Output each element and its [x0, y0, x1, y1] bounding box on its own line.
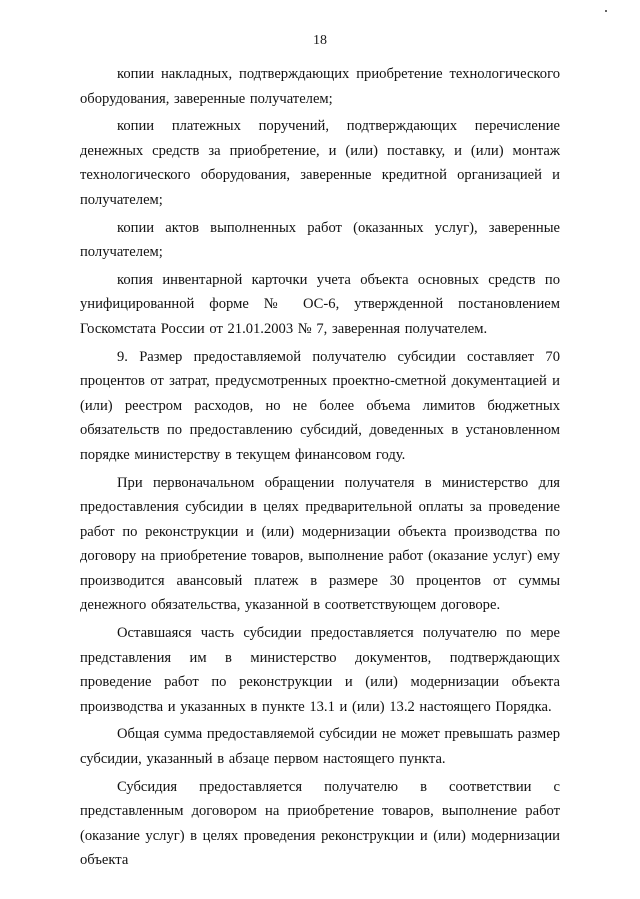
paragraph-advance-payment: При первоначальном обращении получателя в министерство для предоставления субсидии в целях предварительной оплаты за проведение работ по реконструкции и (или) модернизации объекта производства по договору на приобретение товаров, выполнение работ (оказание услуг) ему производится авансовый платеж в размере 30 процентов от суммы денежного обязательства, указанной в соответствующем договоре.	[80, 474, 560, 614]
paragraph-payment-orders: копии платежных поручений, подтверждающих перечисление денежных средств за приобретение, и (или) поставку, и (или) монтаж технологического оборудования, заверенные кредитной организацией и получателем;	[80, 118, 560, 208]
paragraph-total-subsidy: Общая сумма предоставляемой субсидии не может превышать размер субсидии, указанный в абзаце первом настоящего пункта.	[80, 726, 561, 768]
paragraph-subsidy-size: 9. Размер предоставляемой получателю субсидии составляет 70 процентов от затрат, предусмотренных проектно-сметной документацией и (или) реестром расходов, но не более объема лимитов бюджетных обязательств по предоставлению субсидий, доведенных в установленном порядке министерству в текущем финансовом году.	[80, 348, 560, 463]
page-number: 18	[313, 33, 327, 48]
paragraph-subsidy-provision: Субсидия предоставляется получателю в соответствии с представленным договором на приобретение товаров, выполнение работ (оказание услуг) в целях проведения реконструкции и (или) модернизации объекта	[80, 778, 560, 869]
paragraph-work-acts: копии актов выполненных работ (оказанных услуг), заверенные получателем;	[80, 219, 560, 261]
paragraph-remaining-subsidy: Оставшаяся часть субсидии предоставляется получателю по мере представления им в министерство документов, подтверждающих проведение работ по реконструкции и (или) модернизации объекта производства и указанных в пункте 13.1 и (или) 13.2 настоящего Порядка.	[80, 625, 560, 715]
paragraph-invoice-copies: копии накладных, подтверждающих приобретение технологического оборудования, заверенные получателем;	[80, 66, 560, 107]
scan-speck	[605, 10, 607, 12]
document-body	[80, 62, 560, 876]
paragraph-inventory-card: копия инвентарной карточки учета объекта основных средств по унифицированной форме № ОС-6, утвержденной постановлением Госкомстата России от 21.01.2003 № 7, заверенная получателем.	[80, 271, 560, 337]
